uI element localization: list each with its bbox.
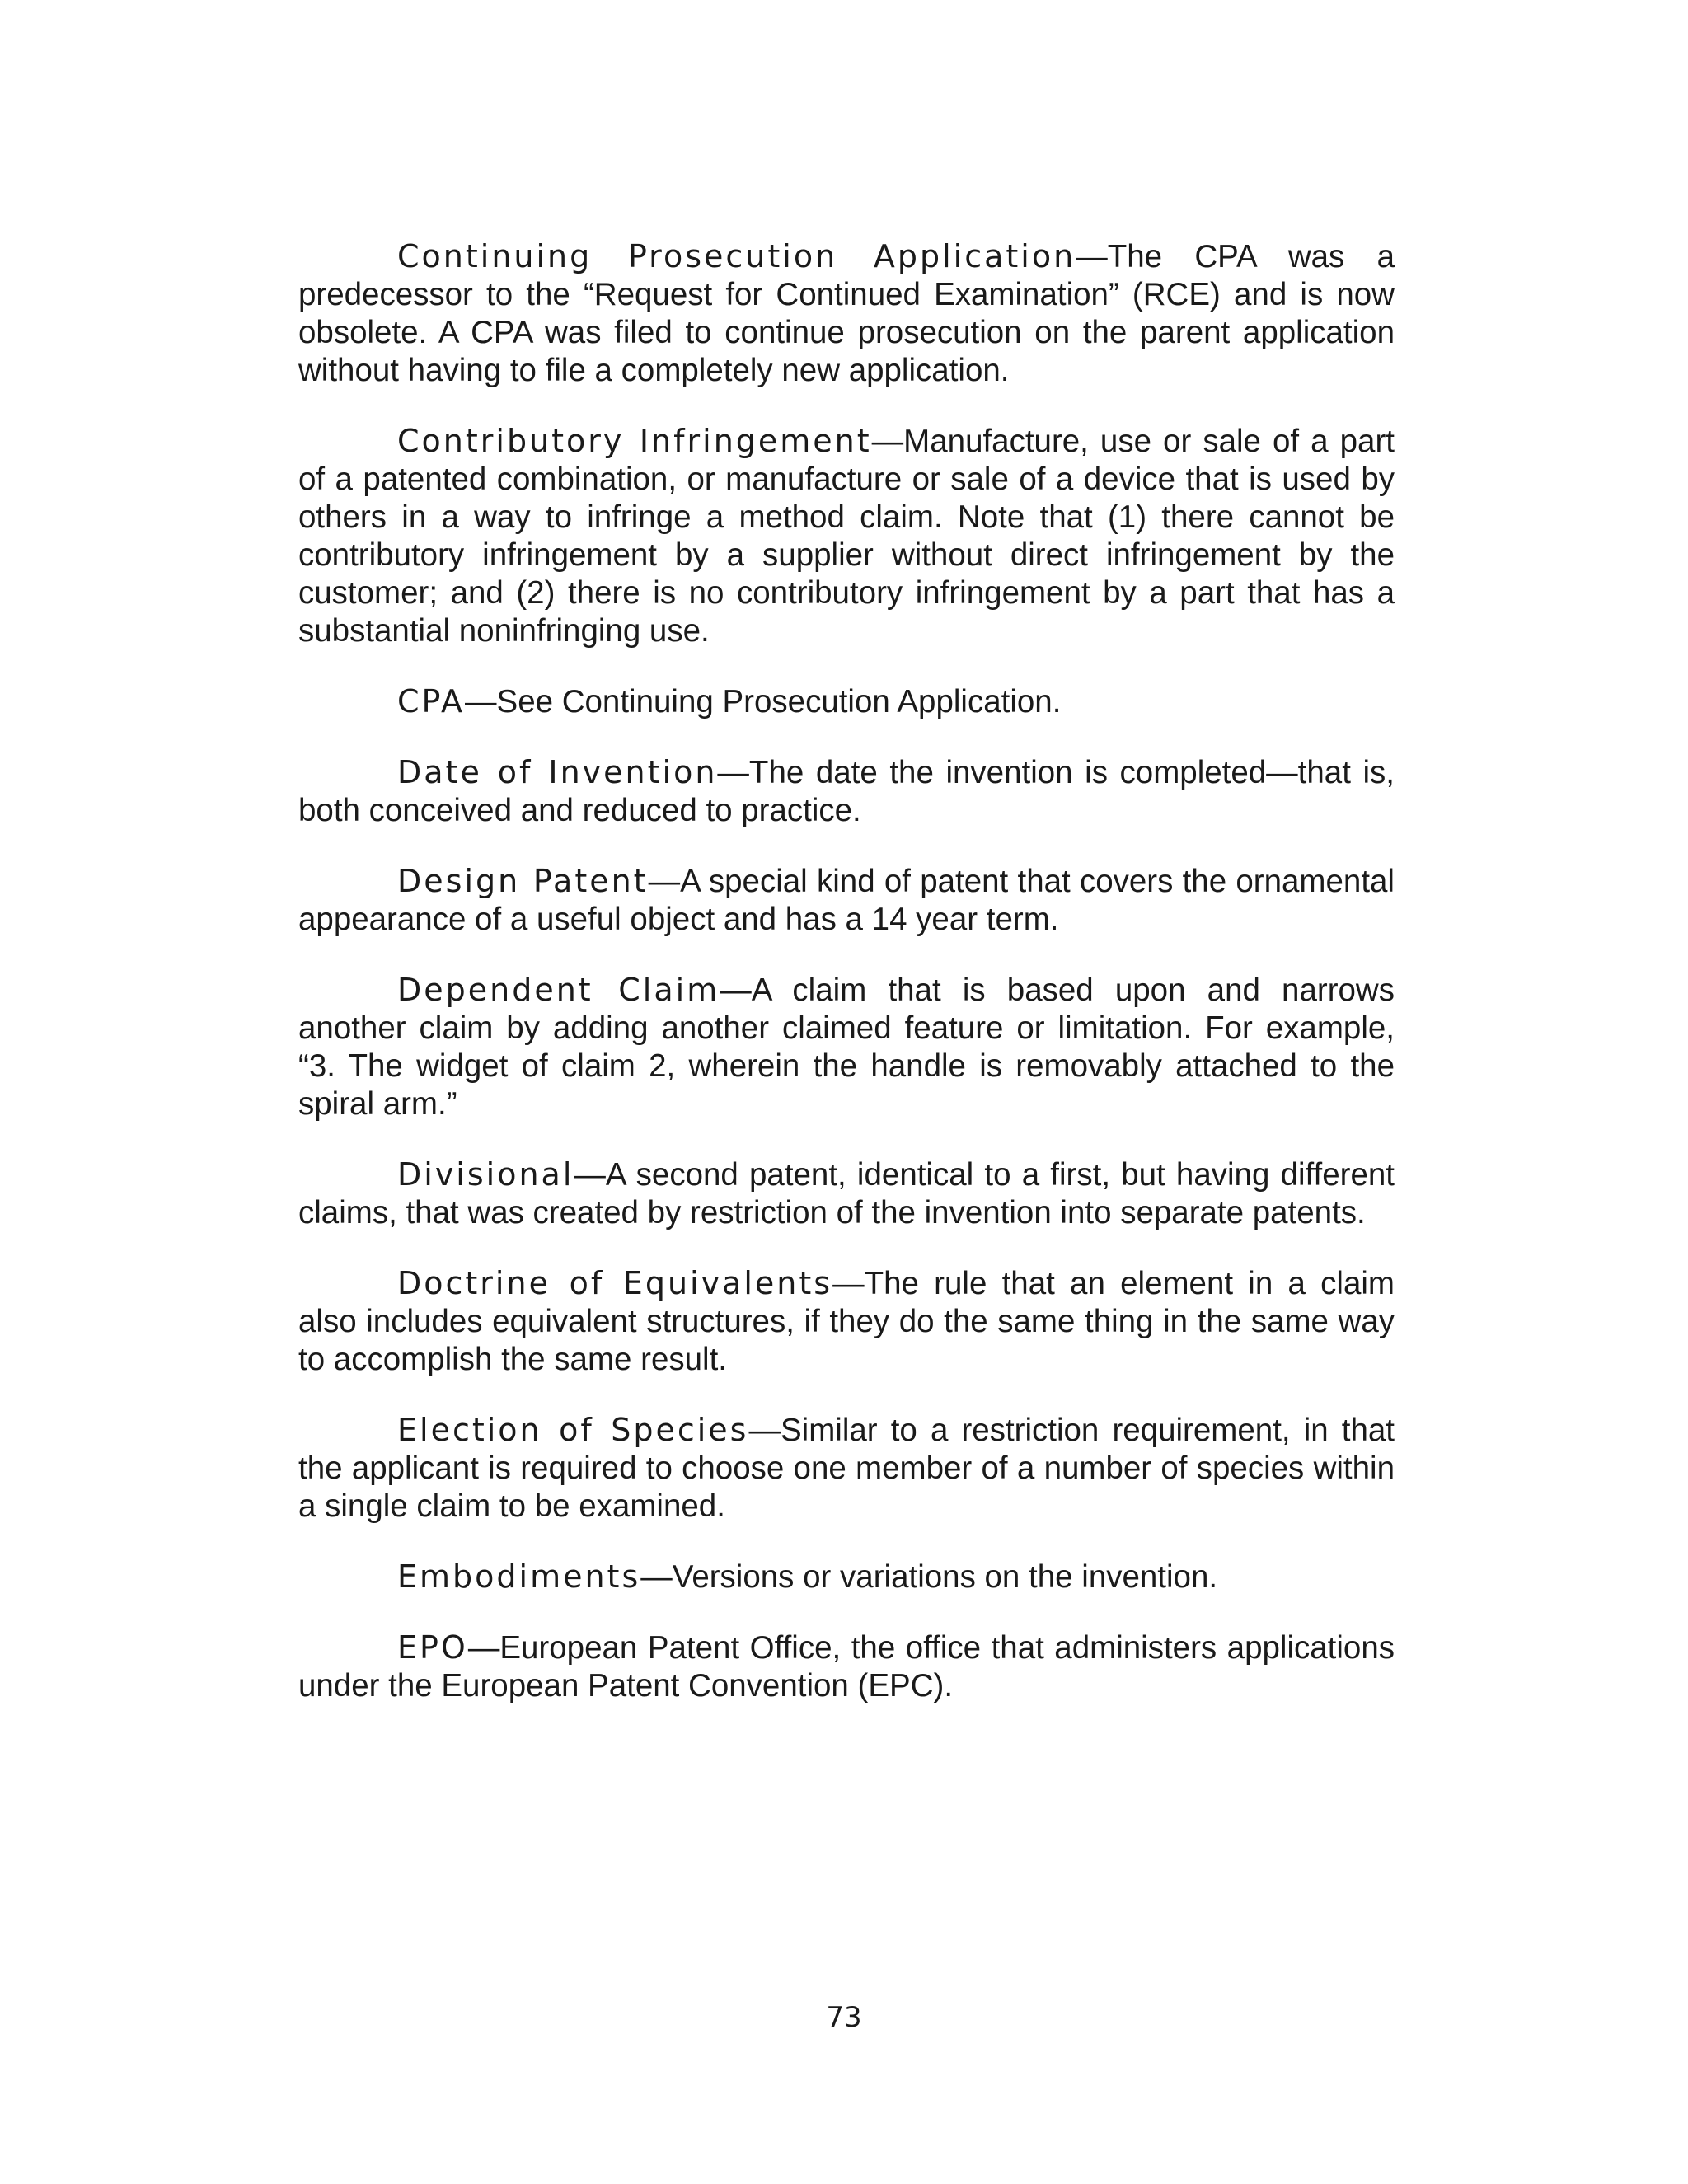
glossary-entry-text: [298, 862, 1395, 939]
glossary-entry: [298, 237, 1395, 390]
glossary-term: Embodiments: [397, 1558, 641, 1595]
glossary-term: Dependent Claim: [397, 972, 720, 1008]
page-number: 73: [826, 2001, 862, 2034]
glossary-definition: —European Patent Office, the office that administers applications under the European Patent Convention (EPC).: [298, 1630, 1395, 1704]
glossary-term: Election of Species: [397, 1412, 749, 1448]
glossary-entry: [298, 862, 1395, 939]
glossary-term: Doctrine of Equivalents: [397, 1265, 833, 1301]
glossary-entry: [298, 1155, 1395, 1232]
glossary-entry: [298, 1558, 1395, 1596]
glossary-definition: —The rule that an element in a claim also includes equivalent structures, if they do the same thing in the same way to accomplish the same result.: [298, 1266, 1395, 1377]
glossary-entry: [298, 682, 1395, 721]
glossary-definition: —The CPA was a predecessor to the “Request for Continued Examination” (RCE) and is now obsolete. A CPA was filed to continue prosecution on the parent application without having to file a completely new application.: [298, 239, 1395, 388]
glossary-term: CPA: [397, 683, 466, 719]
glossary-entry: [298, 1264, 1395, 1379]
glossary-definition: —Versions or variations on the invention.: [640, 1559, 1218, 1595]
glossary-entry-text: [298, 971, 1395, 1123]
glossary-term: Design Patent: [397, 863, 649, 899]
glossary-entry: [298, 971, 1395, 1123]
glossary-entry-text: [298, 1411, 1395, 1526]
glossary-entry-text: [298, 682, 1395, 721]
glossary-term: Divisional: [397, 1156, 574, 1193]
glossary-term: Contributory Infringement: [397, 423, 872, 459]
glossary-entry-text: [298, 422, 1395, 650]
glossary-term: Date of Invention: [397, 754, 718, 790]
glossary-entry-text: [298, 1629, 1395, 1705]
glossary-definition: —A second patent, identical to a first, but having different claims, that was created by restriction of the invention into separate patents.: [298, 1157, 1395, 1230]
glossary-entry-text: [298, 1264, 1395, 1379]
glossary-body: [298, 237, 1395, 1737]
glossary-definition: —Manufacture, use or sale of a part of a patented combination, or manufacture or sale of a device that is used by others in a way to infringe a method claim. Note that (1) there cannot be contributory infringement by a supplier without direct infringement by the customer; and (2) there is no contributory infringement by a part that has a substantial noninfringing use.: [298, 424, 1395, 649]
glossary-entry: [298, 422, 1395, 650]
glossary-definition: —Similar to a restriction requirement, in that the applicant is required to choose one member of a number of species within a single claim to be examined.: [298, 1413, 1395, 1524]
glossary-entry-text: [298, 1558, 1395, 1596]
glossary-definition: —A claim that is based upon and narrows another claim by adding another claimed feature or limitation. For example, “3. The widget of claim 2, wherein the handle is removably attached to the spiral arm.”: [298, 972, 1395, 1122]
glossary-term: EPO: [397, 1629, 468, 1666]
glossary-entry: [298, 753, 1395, 830]
glossary-entry-text: [298, 1155, 1395, 1232]
glossary-definition: —See Continuing Prosecution Application.: [465, 684, 1062, 719]
glossary-definition: —The date the invention is completed—that is, both conceived and reduced to practice.: [298, 755, 1395, 828]
glossary-definition: —A special kind of patent that covers the ornamental appearance of a useful object and has a 14 year term.: [298, 864, 1395, 937]
glossary-entry: [298, 1629, 1395, 1705]
glossary-entry: [298, 1411, 1395, 1526]
glossary-term: Continuing Prosecution Application: [397, 238, 1076, 274]
glossary-entry-text: [298, 237, 1395, 390]
glossary-entry-text: [298, 753, 1395, 830]
